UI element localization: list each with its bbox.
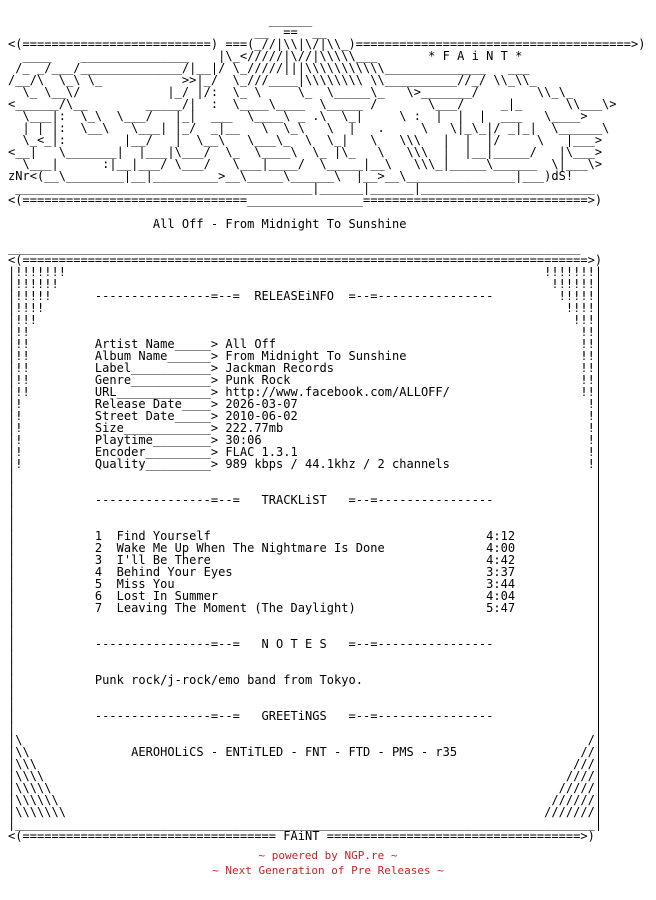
nfo-line: |\\\\\\\ ///////| <box>8 805 603 819</box>
nfo-line: |! Playtime________> 30:06 !| <box>8 433 603 447</box>
nfo-line: |\\\\\ /////| <box>8 781 603 795</box>
nfo-line: |!!!! !!!!| <box>8 301 603 315</box>
nfo-line: |\\ AEROHOLiCS - ENTiTLED - FNT - FTD - PMS - r35 //| <box>8 745 603 759</box>
nfo-line: | ----------------=--= TRACKLiST =--=---------------- | <box>8 493 603 507</box>
nfo-line: | Punk rock/j-rock/emo band from Tokyo. | <box>8 673 603 687</box>
nfo-line: |!!!!!! !!!!!!| <box>8 277 603 291</box>
nfo-line: |!!!!!!! !!!!!!!| <box>8 265 603 279</box>
nfo-line: ______ <box>8 13 313 27</box>
nfo-line: /__/\ \_\ \_ >>|_/ \_///____|\\\\\\\\ \\__________//_/ \\_\\_ <box>8 73 537 87</box>
nfo-line: /_ _/___/______________/|__|/ \_/////|||\\\\\\\\\\\______________ ___ <box>8 61 530 75</box>
nfo-line: | | <box>8 685 603 699</box>
nfo-line: |________________________________________________________________________________| <box>8 817 603 831</box>
nfo-line: |!! URL_____________> http://www.facebook.com/ALLOFF/ !!| <box>8 385 603 399</box>
nfo-line: zNr<(__\________|__|_________>__\_____\______\ |__>__\_______________|___)dS! <box>8 169 574 183</box>
nfo-line: | | |: \__\ \___| |_/ _|__ \ \_\ \ | . \ \|_\_|/ _|_| \______\ <box>8 121 610 135</box>
nfo-line: |!! Genre___________> Punk Rock !!| <box>8 373 603 387</box>
nfo-line: | | <box>8 517 603 531</box>
nfo-line: ____ _______________ |\_</////|\//|\\\\\___ * F A i N T * <box>8 49 523 63</box>
nfo-line: |!! Artist Name_____> All Off !!| <box>8 337 603 351</box>
nfo-line: | | <box>8 721 603 735</box>
nfo-line: |!!! !!!| <box>8 313 603 327</box>
nfo-line: |! Quality_________> 989 kbps / 44.1khz / 2 channels !| <box>8 457 603 471</box>
nfo-line: \_ \__\/ |_/ |/: \_ \ \_ \_____\_ \>_______/ \\_\_ <box>8 85 574 99</box>
nfo-line: | ----------------=--= N O T E S =--=---------------- | <box>8 637 603 651</box>
nfo-line: | | <box>8 613 603 627</box>
nfo-line: All Off - From Midnight To Sunshine <box>8 217 407 231</box>
nfo-line: | | <box>8 697 603 711</box>
nfo-line: \___| :|__|___/ \___/ \___|____/ \_____|__\ \\\_|_____\______ \|___\> <box>8 157 603 171</box>
nfo-line: | 6 Lost In Summer 4:04 | <box>8 589 603 603</box>
ngp-tagline-text: ~ Next Generation of Pre Releases ~ <box>212 864 444 877</box>
nfo-line: | 2 Wake Me Up When The Nightmare Is Done 4:00 | <box>8 541 603 555</box>
nfo-text <box>8 14 646 842</box>
nfo-line: | | <box>8 625 603 639</box>
nfo-line: <__| \_______| |___|\___/ \_ \____\ \_ |\_ \ \\\ | |__|_____/ |\___> <box>8 145 603 159</box>
nfo-line: |!! Album Name______> From Midnight To Sunshine !!| <box>8 349 603 363</box>
nfo-line: <(==========================) ===(_//|\\|\/|\\_)======================================>) <box>8 37 646 51</box>
nfo-line: |\ /| <box>8 733 603 747</box>
nfo-line: |! Release Date____> 2026-03-07 !| <box>8 397 603 411</box>
powered-by-text: ~ powered by NGP.re ~ <box>258 849 398 862</box>
nfo-line: | 5 Miss You 3:44 | <box>8 577 603 591</box>
nfo-line: _________________________________________|______|______|________________________ <box>8 181 595 195</box>
nfo-line: | | <box>8 649 603 663</box>
nfo-line: | ----------------=--= GREETiNGS =--=---------------- | <box>8 709 603 723</box>
nfo-line: <(===============================________________===============================>) <box>8 193 603 207</box>
nfo-line: |!! Label___________> Jackman Records !!| <box>8 361 603 375</box>
nfo-line: | | <box>8 505 603 519</box>
nfo-line: <(=================================== FAiNT ===================================>) <box>8 829 595 843</box>
nfo-line: |! Street Date_____> 2010-06-02 !| <box>8 409 603 423</box>
nfo-line: | 4 Behind Your Eyes 3:37 | <box>8 565 603 579</box>
nfo-line: |! Size____________> 222.77mb !| <box>8 421 603 435</box>
nfo-line: __ == __ <box>8 25 327 39</box>
nfo-line: |\\\\\\ //////| <box>8 793 603 807</box>
nfo-line: | 3 I'll Be There 4:42 | <box>8 553 603 567</box>
nfo-line: | | <box>8 481 603 495</box>
nfo-line: |\\\ ///| <box>8 757 603 771</box>
nfo-line: | | <box>8 661 603 675</box>
nfo-line: | | <box>8 469 603 483</box>
nfo-line: |!! !!| <box>8 325 603 339</box>
nfo-line: |! Encoder_________> FLAC 1.3.1 !| <box>8 445 603 459</box>
nfo-line: _______________________________________________________________________________ <box>8 241 581 255</box>
nfo-line: | 1 Find Yourself 4:12 | <box>8 529 603 543</box>
nfo-line: <(==============================================================================>) <box>8 253 603 267</box>
nfo-line: | 7 Leaving The Moment (The Daylight) 5:47 | <box>8 601 603 615</box>
nfo-line: |\\\\ ////| <box>8 769 603 783</box>
nfo-line: \___|: \_\ \___/ |_| ___ \____\ _ .\ \_| \ : | | | ___ \____> <box>8 109 588 123</box>
nfo-line: \_<_|: |__/ | \__\ \___\_ \ \_| \ \\\ | | |/ \ |___> <box>8 133 603 147</box>
nfo-line: <______/\__ _____/| : \____\____ \_____ / \___/ _|_ \\___\> <box>8 97 617 111</box>
nfo-line: |!!!!! ----------------=--= RELEASEiNFO =--=---------------- !!!!!| <box>8 289 603 303</box>
